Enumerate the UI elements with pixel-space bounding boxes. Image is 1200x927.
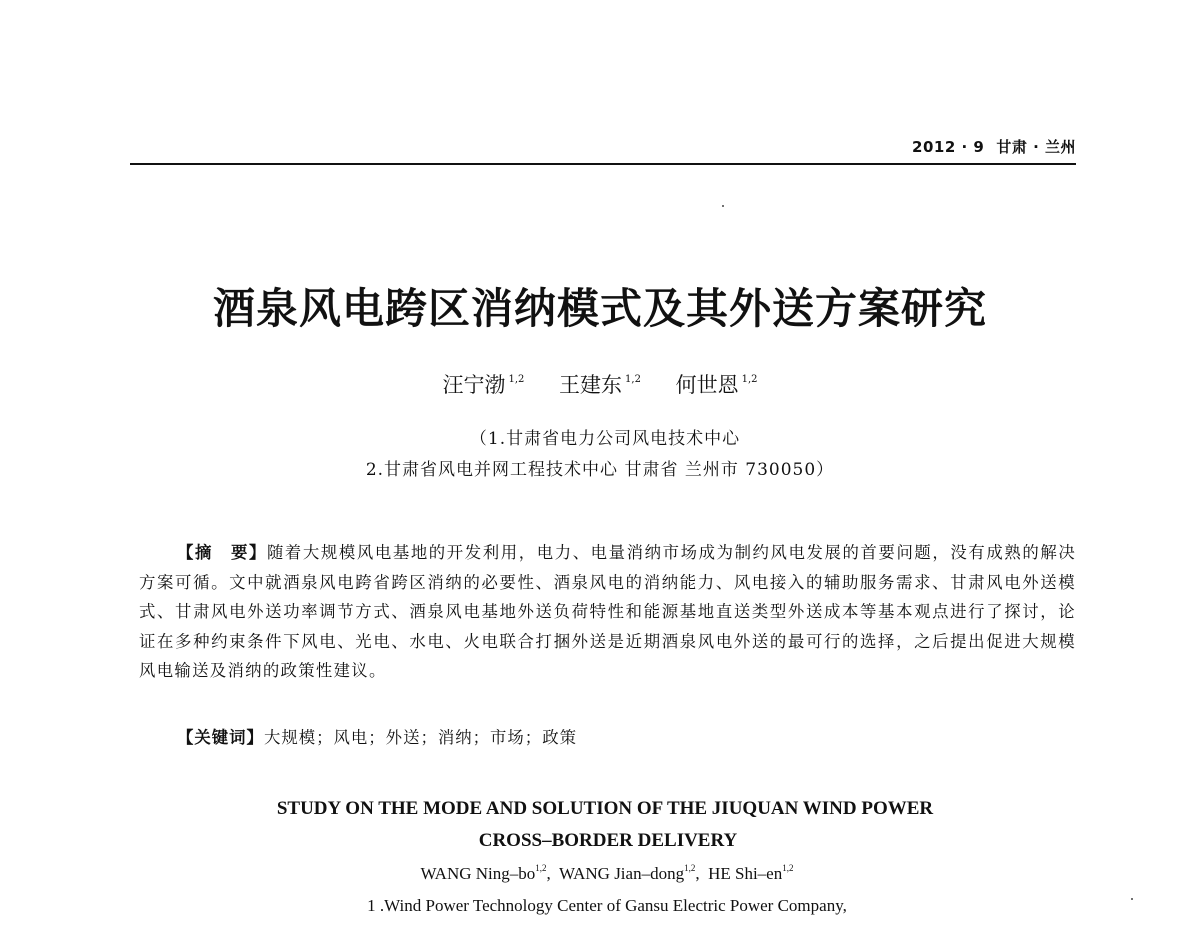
abstract-text: 随着大规模风电基地的开发利用，电力、电量消纳市场成为制约风电发展的首要问题，没有成熟的解决方案可循。文中就酒泉风电跨省跨区消纳的必要性、酒泉风电的消纳能力、风电接入的辅助服务需求、甘肃风电外送模式、甘肃风电外送功率调节方式、酒泉风电基地外送负荷特性和能源基地直送类型外送成本等基本观点进行了探讨，论证在多种约束条件下风电、光电、水电、火电联合打捆外送是近期酒泉风电外送的最可行的选择，之后提出促进大规模风电输送及消纳的政策性建议。: [139, 543, 1077, 680]
keywords-label: 【关键词】: [177, 728, 264, 747]
abstract-label: 【摘 要】: [177, 543, 267, 562]
author-list-en: WANG Ning–bo$^{1,2}$, WANG Jian–dong$^{1,2}$, HE Shi–en$^{1,2}$: [420, 863, 794, 883]
author-cn: 王建东 $^{1,2}$: [559, 373, 641, 397]
affiliation-en-line1: 1 .Wind Power Technology Center of Gansu Electric Power Company,: [367, 896, 847, 915]
header-date: 2012 · 9: [912, 138, 985, 156]
author-cn: 何世恩 $^{1,2}$: [675, 373, 758, 397]
author-en: WANG Ning–bo$^{1,2}$: [420, 863, 547, 883]
header-text: [912, 136, 1076, 157]
affiliation-cn-line1: （1.甘肃省电力公司风电技术中心: [469, 429, 741, 449]
author-list-cn: [0, 369, 1200, 399]
author-cn: 汪宁渤 $^{1,2}$: [442, 373, 525, 397]
affiliation-cn-line2: 2.甘肃省风电并网工程技术中心 甘肃省 兰州市 730050）: [365, 460, 835, 480]
paper-title-en-line1: STUDY ON THE MODE AND SOLUTION OF THE JIUQUAN WIND POWER: [276, 798, 934, 819]
keywords: [177, 724, 577, 748]
paper-title-cn: 酒泉风电跨区消纳模式及其外送方案研究: [212, 284, 987, 333]
keywords-text: 大规模；风电；外送；消纳；市场；政策: [263, 728, 577, 747]
paper-title-en-line2: CROSS–BORDER DELIVERY: [478, 830, 738, 851]
author-en: HE Shi–en$^{1,2}$: [708, 863, 794, 883]
author-en: WANG Jian–dong$^{1,2}$: [558, 863, 696, 883]
abstract: [139, 538, 1076, 686]
header-location: 甘肃 · 兰州: [996, 138, 1076, 156]
scan-speck: [722, 205, 724, 207]
running-header: [130, 133, 1076, 165]
scan-speck: [1131, 898, 1133, 900]
